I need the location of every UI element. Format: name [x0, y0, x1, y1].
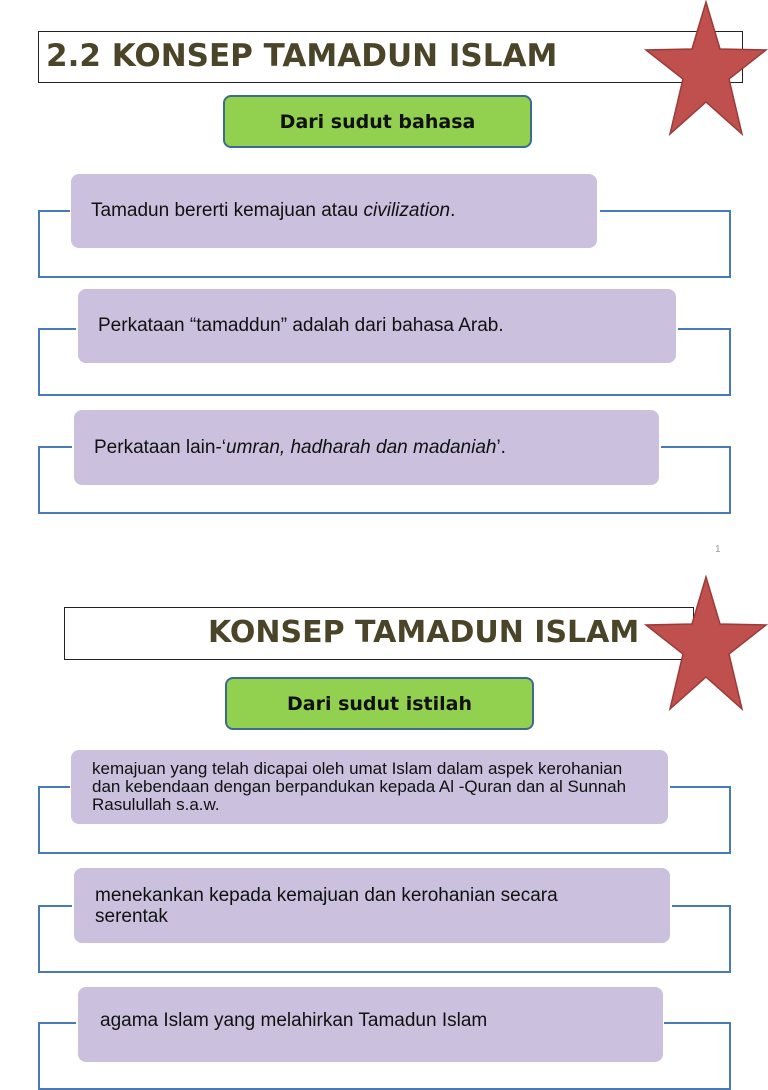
slide-2: [0, 575, 768, 1031]
item-italic-text: civilization: [363, 200, 451, 221]
bracket-tick-right: [600, 210, 731, 212]
bracket-tick-left: [38, 786, 70, 788]
item-text: Perkataan “tamaddun” adalah dari bahasa Arab.: [98, 315, 504, 336]
page-number: 1: [715, 544, 721, 555]
definition-item: [74, 410, 659, 485]
bracket-tick-right: [678, 328, 731, 330]
definition-item: [78, 987, 663, 1062]
bracket-tick-left: [38, 328, 76, 330]
definition-item: [74, 868, 670, 943]
definition-item: [71, 174, 597, 248]
bracket-tick-left: [38, 446, 72, 448]
bracket-tick-right: [672, 905, 731, 907]
star-icon: [644, 575, 768, 713]
bracket-tick-left: [38, 210, 70, 212]
definition-item: [78, 289, 676, 363]
item-text: Tamadun bererti kemajuan atau: [91, 200, 364, 221]
bracket-tick-right: [661, 446, 731, 448]
subtitle-button[interactable]: Dari sudut bahasa: [223, 95, 532, 148]
item-text-end: ’.: [496, 436, 506, 458]
slide-title: KONSEP TAMADUN ISLAM: [208, 615, 640, 650]
star-icon: [644, 0, 768, 138]
item-text: agama Islam yang melahirkan Tamadun Islam: [100, 1010, 488, 1031]
bracket-tick-right: [670, 786, 731, 788]
item-text-end: .: [450, 200, 456, 221]
subtitle-button[interactable]: Dari sudut istilah: [225, 677, 534, 730]
item-text: kemajuan yang telah dicapai oleh umat Islam dalam aspek kerohanian dan kebendaan dengan berpandukan kepada Al -Quran dan al Sunnah Rasulullah s.a.w.: [92, 759, 627, 814]
item-text: menekankan kepada kemajuan dan kerohanian secara serentak: [95, 884, 558, 927]
bracket-tick-left: [38, 905, 72, 907]
slide-title: 2.2 KONSEP TAMADUN ISLAM: [46, 38, 558, 74]
definition-item: [71, 750, 668, 824]
item-italic-text: umran, hadharah dan madaniah: [226, 436, 497, 458]
item-text: Perkataan lain-‘: [94, 436, 227, 458]
